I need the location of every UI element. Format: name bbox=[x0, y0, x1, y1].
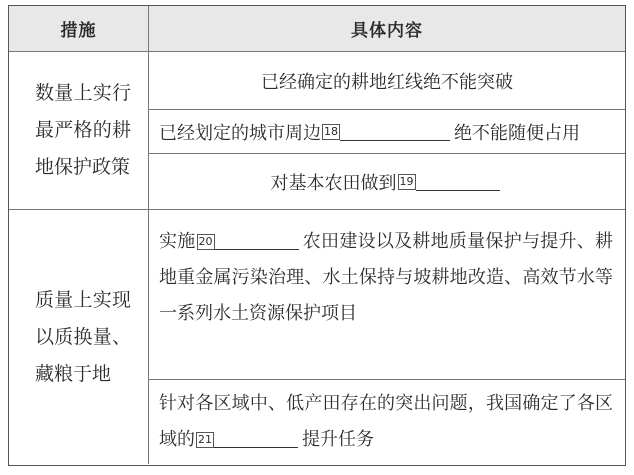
section1-label: 数量上实行最严格的耕地保护政策 bbox=[35, 82, 131, 178]
fill-blank-19[interactable] bbox=[416, 172, 500, 191]
section1-row2 bbox=[149, 110, 625, 154]
section2-row2-before: 针对各区域中、低产田存在的突出问题，我国确定了各区域的 bbox=[159, 393, 613, 450]
section1-label-cell bbox=[9, 52, 149, 210]
section2-label-cell bbox=[9, 210, 149, 464]
blank-number-20: 20 bbox=[198, 235, 213, 248]
section2-row2 bbox=[149, 380, 625, 464]
blank-number-18: 18 bbox=[324, 124, 338, 138]
section1-row2-after: 绝不能随便占用 bbox=[454, 122, 580, 144]
section2-row1-after: 农田建设以及耕地质量保护与提升、耕地重金属污染治理、水土保持与坡耕地改造、高效节水等一系列水土资源保护项目 bbox=[159, 231, 614, 324]
blank-number-19: 19 bbox=[399, 174, 414, 188]
header-measures: 措施 bbox=[9, 6, 149, 52]
fill-blank-20[interactable] bbox=[215, 231, 299, 250]
blank-number-21: 21 bbox=[198, 433, 212, 446]
section2-row1-before: 实施 bbox=[159, 231, 196, 252]
section1-row1 bbox=[149, 52, 625, 110]
section1-row3-before: 对基本农田做到 bbox=[270, 172, 397, 194]
section2-row2-after: 提升任务 bbox=[302, 429, 374, 450]
section1-row3 bbox=[149, 154, 625, 210]
section2-label: 质量上实现以质换量、藏粮于地 bbox=[35, 288, 131, 385]
section1-row1-text: 已经确定的耕地红线绝不能突破 bbox=[261, 71, 513, 93]
section1-row2-before: 已经划定的城市周边 bbox=[159, 122, 321, 144]
policy-table bbox=[8, 5, 626, 466]
fill-blank-21[interactable] bbox=[214, 429, 298, 448]
fill-blank-18[interactable] bbox=[340, 122, 450, 141]
header-content: 具体内容 bbox=[149, 6, 625, 52]
section2-row1 bbox=[149, 210, 625, 380]
